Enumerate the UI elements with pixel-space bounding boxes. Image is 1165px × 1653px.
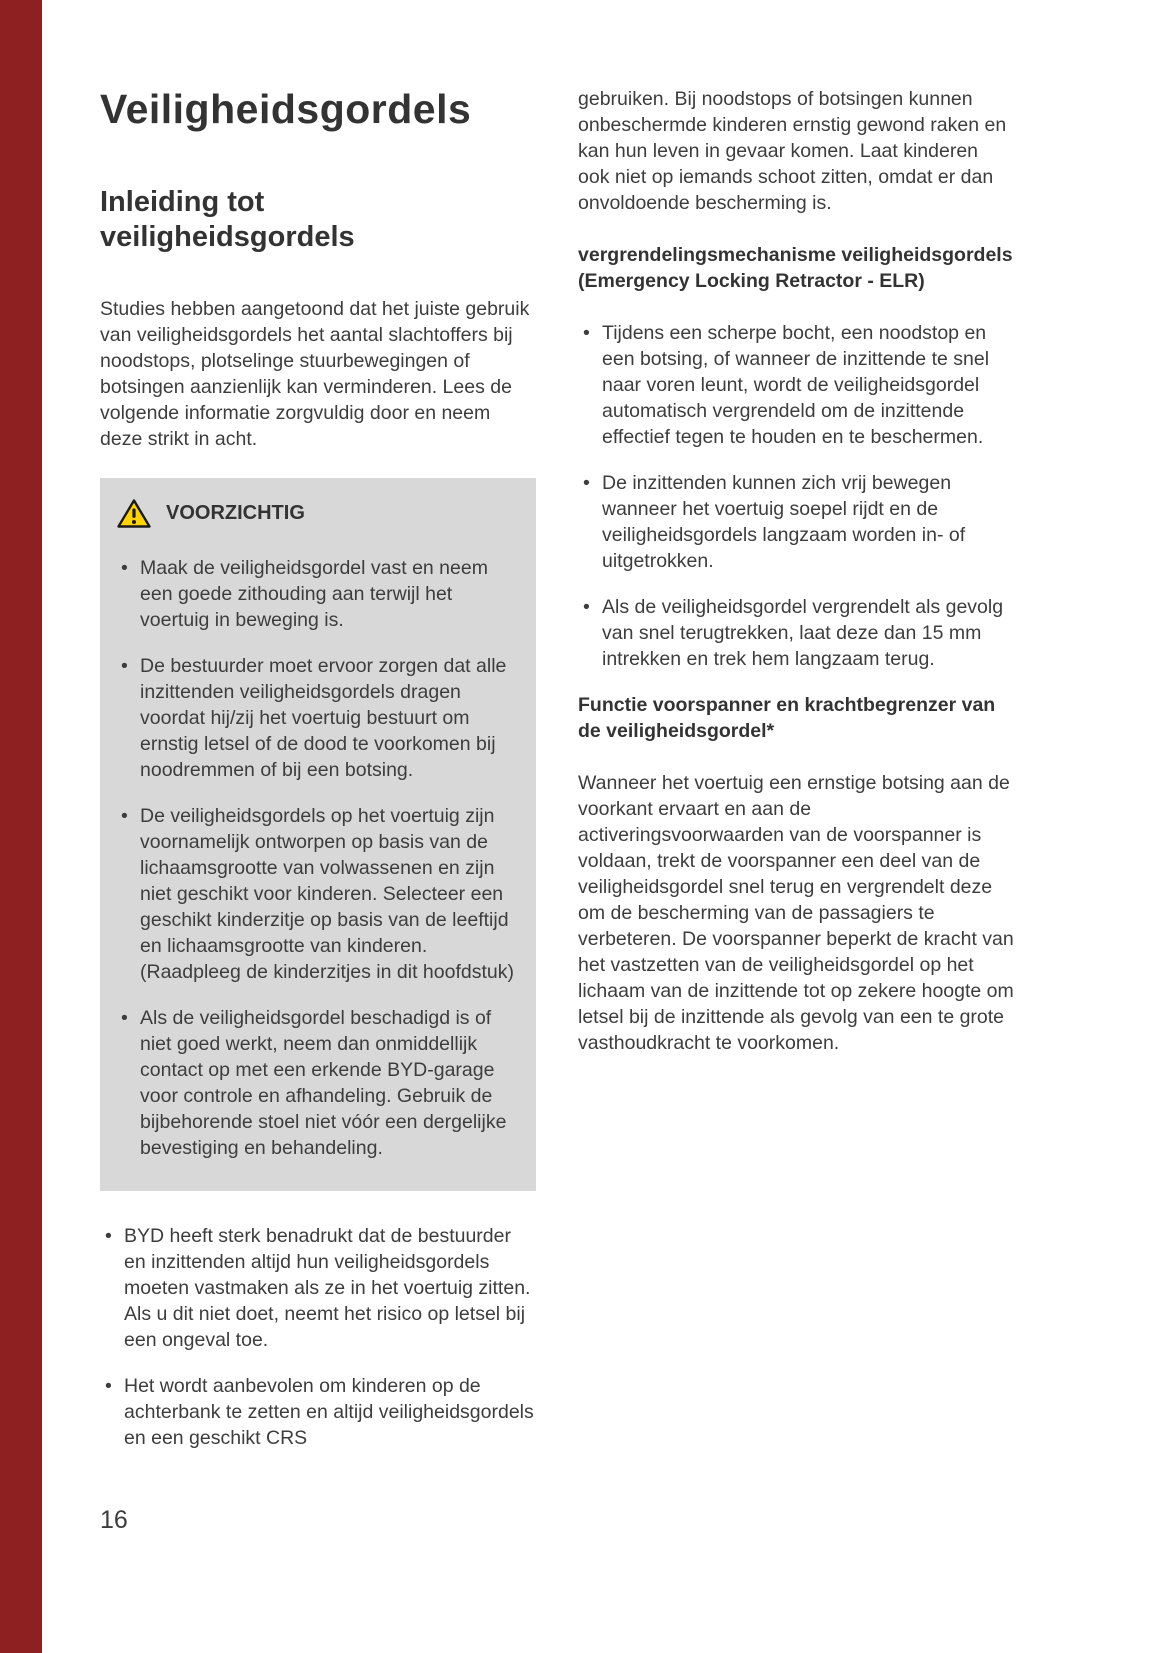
left-edge-accent-bar bbox=[0, 0, 42, 1653]
page-title: Veiligheidsgordels bbox=[100, 86, 472, 132]
caution-bullet: • Maak de veiligheidsgordel vast en neem een goede zithouding aan terwijl het voertuig in beweging is. bbox=[116, 555, 520, 633]
left-column bbox=[100, 86, 536, 1471]
section-heading: Inleiding tot veiligheidsgordels bbox=[100, 186, 355, 254]
caution-bullet: • De veiligheidsgordels op het voertuig zijn voornamelijk ontworpen op basis van de lichaamsgrootte van volwassenen en zijn niet geschikt voor kinderen. Selecteer een geschikt kinderzitje op basis van de leeftijd en lichaamsgrootte van kinderen. (Raadpleeg de kinderzitjes in dit hoofdstuk) bbox=[116, 803, 520, 985]
page-content bbox=[100, 86, 1014, 1471]
intro-paragraph: Studies hebben aangetoond dat het juiste gebruik van veiligheidsgordels het aantal slachtoffers bij noodstops, plotselinge stuurbewegingen of botsingen aanzienlijk kan verminderen. Lees de volgende informatie zorgvuldig door en neem deze strikt in acht. bbox=[100, 297, 530, 450]
elr-bullet-list bbox=[578, 320, 1014, 672]
right-column bbox=[578, 86, 1014, 1471]
caution-box bbox=[100, 478, 536, 1191]
caution-bullet: • De bestuurder moet ervoor zorgen dat alle inzittenden veiligheidsgordels dragen voordat hij/zij het voertuig bestuurt om ernstig letsel of de dood te voorkomen bij noodremmen of bij een botsing. bbox=[116, 653, 520, 783]
elr-bullet: • Als de veiligheidsgordel vergrendelt als gevolg van snel terugtrekken, laat deze dan 15 mm intrekken en trek hem langzaam terug. bbox=[578, 594, 1014, 672]
caution-bullet-list bbox=[116, 555, 520, 1161]
elr-bullet: • De inzittenden kunnen zich vrij bewegen wanneer het voertuig soepel rijdt en de veiligheidsgordels langzaam worden in- of uitgetrokken. bbox=[578, 470, 1014, 574]
warning-triangle-icon bbox=[116, 498, 152, 529]
page-number: 16 bbox=[100, 1506, 128, 1534]
bullet-item: • Het wordt aanbevolen om kinderen op de achterbank te zetten en altijd veiligheidsgordels en een geschikt CRS bbox=[100, 1373, 536, 1451]
continuation-paragraph: gebruiken. Bij noodstops of botsingen kunnen onbeschermde kinderen ernstig gewond raken en kan hun leven in gevaar komen. Laat kinderen ook niet op iemands schoot zitten, omdat er dan onvoldoende bescherming is. bbox=[578, 88, 1007, 214]
elr-bullet: • Tijdens een scherpe bocht, een noodstop en een botsing, of wanneer de inzittende te snel naar voren leunt, wordt de veiligheidsgordel automatisch vergrendeld om de inzittende effectief tegen te houden en te beschermen. bbox=[578, 320, 1014, 450]
caution-header bbox=[116, 498, 520, 529]
elr-heading: vergrendelingsmechanisme veiligheidsgordels (Emergency Locking Retractor - ELR) bbox=[578, 244, 1013, 292]
bullet-item: • BYD heeft sterk benadrukt dat de bestuurder en inzittenden altijd hun veiligheidsgordels moeten vastmaken als ze in het voertuig zitten. Als u dit niet doet, neemt het risico op letsel bij een ongeval toe. bbox=[100, 1223, 536, 1353]
pretensioner-paragraph: Wanneer het voertuig een ernstige botsing aan de voorkant ervaart en aan de activeringsvoorwaarden van de voorspanner is voldaan, trekt de voorspanner een deel van de veiligheidsgordel snel terug en vergrendelt deze om de bescherming van de passagiers te verbeteren. De voorspanner beperkt de kracht van het vastzetten van de veiligheidsgordel op het lichaam van de inzittende tot op zekere hoogte om letsel bij de inzittende als gevolg van een te grote vasthoudkracht te voorkomen. bbox=[578, 772, 1014, 1054]
pretensioner-heading: Functie voorspanner en krachtbegrenzer van de veiligheidsgordel* bbox=[578, 694, 996, 742]
caution-bullet: • Als de veiligheidsgordel beschadigd is of niet goed werkt, neem dan onmiddellijk contact op met een erkende BYD-garage voor controle en afhandeling. Gebruik de bijbehorende stoel niet vóór een dergelijke bevestiging en behandeling. bbox=[116, 1005, 520, 1161]
caution-label: VOORZICHTIG bbox=[166, 501, 305, 524]
left-bullet-list bbox=[100, 1223, 536, 1451]
